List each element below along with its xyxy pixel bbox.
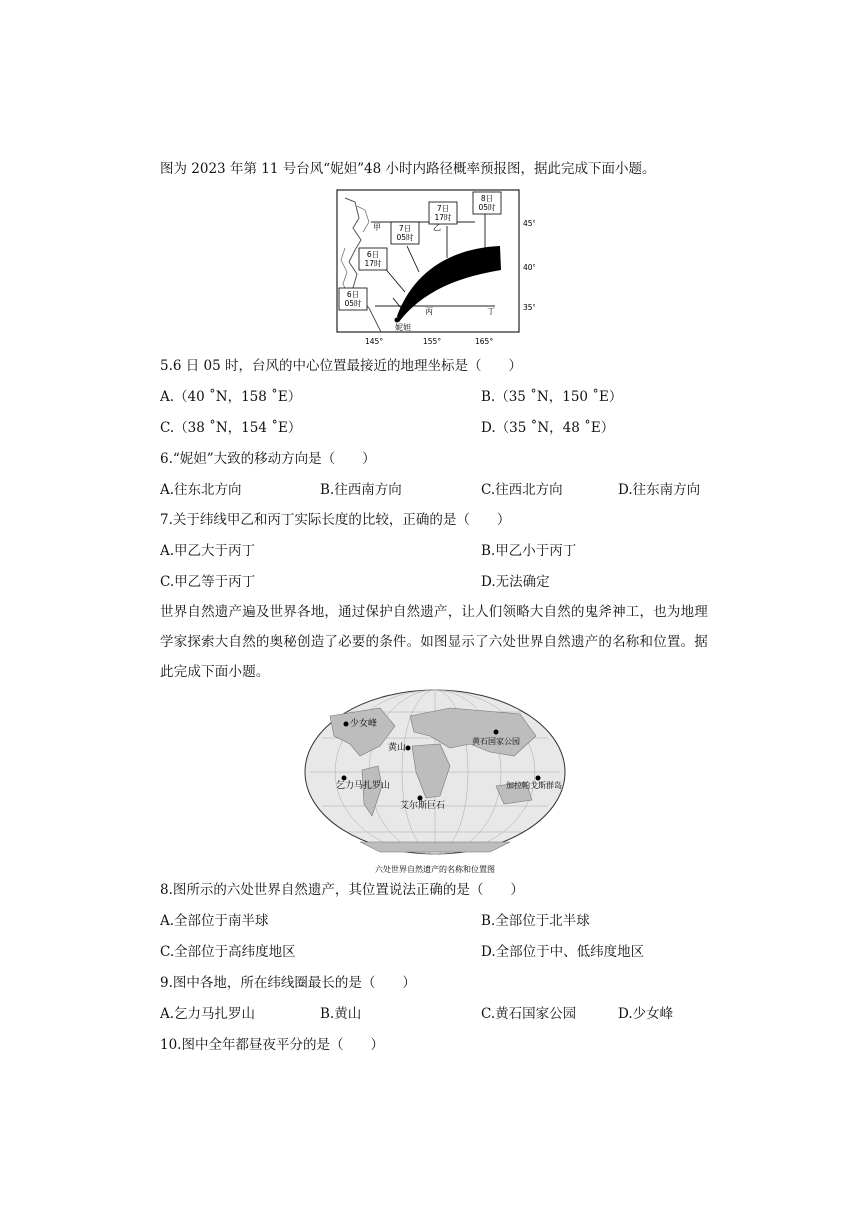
svg-text:7日: 7日 — [398, 224, 412, 233]
world-map-caption: 六处世界自然遗产的名称和位置图 — [375, 865, 495, 874]
lon-label-145: 145° — [365, 337, 384, 346]
svg-text:7日: 7日 — [436, 204, 450, 213]
q5-option-d[interactable]: D.（35 ˚N，48 ˚E） — [481, 420, 615, 436]
q6-option-c[interactable]: C.往西北方向 — [481, 482, 563, 498]
svg-text:8日: 8日 — [480, 194, 494, 203]
point-yi: 乙 — [433, 223, 441, 232]
q8-option-c[interactable]: C.全部位于高纬度地区 — [160, 944, 296, 960]
q8-stem: 8.图所示的六处世界自然遗产，其位置说法正确的是（ ） — [160, 882, 524, 898]
q8-option-a[interactable]: A.全部位于南半球 — [160, 913, 269, 929]
q5-option-b[interactable]: B.（35 ˚N，150 ˚E） — [481, 389, 623, 405]
svg-text:05时: 05时 — [344, 299, 362, 308]
q6-option-b[interactable]: B.往西南方向 — [320, 482, 402, 498]
q5-option-a[interactable]: A.（40 ˚N，158 ˚E） — [160, 389, 302, 405]
q7-option-b[interactable]: B.甲乙小于丙丁 — [481, 543, 577, 559]
time-box-8-05 — [473, 192, 501, 214]
lat-label-40: 40° — [523, 263, 535, 272]
typhoon-name-label: 妮妲 — [395, 323, 411, 332]
time-box-6-17 — [359, 248, 387, 270]
q9-option-b[interactable]: B.黄山 — [320, 1006, 362, 1022]
q8-option-d[interactable]: D.全部位于中、低纬度地区 — [481, 944, 645, 960]
point-bing: 丙 — [425, 307, 433, 316]
q9-option-c[interactable]: C.黄石国家公园 — [481, 1006, 577, 1022]
q9-option-d[interactable]: D.少女峰 — [618, 1006, 674, 1022]
q10-stem: 10.图中全年都昼夜平分的是（ ） — [160, 1037, 384, 1053]
time-box-6-05 — [339, 288, 367, 310]
q7-stem: 7.关于纬线甲乙和丙丁实际长度的比较，正确的是（ ） — [160, 512, 511, 528]
lon-label-155: 155° — [423, 337, 442, 346]
q7-option-d[interactable]: D.无法确定 — [481, 574, 550, 590]
q7-option-c[interactable]: C.甲乙等于丙丁 — [160, 574, 256, 590]
typhoon-center-marker — [395, 318, 400, 323]
q8-option-b[interactable]: B.全部位于北半球 — [481, 913, 590, 929]
q6-option-d[interactable]: D.往东南方向 — [618, 482, 701, 498]
site-label-kilimanjaro: 乞力马扎罗山 — [336, 781, 391, 791]
time-box-7-05 — [391, 222, 419, 244]
q7-option-a[interactable]: A.甲乙大于丙丁 — [160, 543, 256, 559]
intro-typhoon: 图为 2023 年第 11 号台风“妮妲”48 小时内路径概率预报图，据此完成下面小题。 — [160, 161, 656, 177]
lat-label-35: 35° — [523, 303, 535, 312]
site-label-huangshan: 黄山 — [388, 743, 407, 753]
q9-stem: 9.图中各地，所在纬线圈最长的是（ ） — [160, 975, 416, 991]
q5-stem: 5.6 日 05 时，台风的中心位置最接近的地理坐标是（ ） — [160, 358, 523, 374]
lon-label-165: 165° — [475, 337, 494, 346]
q6-stem: 6.“妮妲”大致的移动方向是（ ） — [160, 451, 376, 467]
q5-option-c[interactable]: C.（38 ˚N，154 ˚E） — [160, 420, 302, 436]
svg-text:17时: 17时 — [364, 259, 382, 268]
point-ding: 丁 — [487, 307, 495, 316]
time-box-7-17 — [429, 202, 457, 224]
svg-text:05时: 05时 — [478, 203, 496, 212]
q9-option-a[interactable]: A.乞力马扎罗山 — [160, 1006, 256, 1022]
intro-heritage: 世界自然遗产遍及世界各地，通过保护自然遗产，让人们领略大自然的鬼斧神工，也为地理学家探索大自然的奥秘创造了必要的条件。如图显示了六处世界自然遗产的名称和位置。据此完成下面小题。 — [160, 604, 708, 680]
lat-label-45: 45° — [523, 219, 535, 228]
q6-option-a[interactable]: A.往东北方向 — [160, 482, 242, 498]
site-label-galapagos: 加拉帕戈斯群岛 — [506, 781, 562, 790]
point-jia: 甲 — [373, 223, 381, 232]
svg-text:17时: 17时 — [434, 213, 452, 222]
typhoon-forecast-map — [335, 188, 535, 348]
world-heritage-map — [300, 686, 570, 876]
site-label-yellowstone: 黄石国家公园 — [472, 737, 520, 746]
site-label-jungfrau: 少女峰 — [350, 719, 378, 729]
svg-text:05时: 05时 — [396, 233, 414, 242]
svg-text:6日: 6日 — [346, 290, 360, 299]
site-label-uluru: 艾尔斯巨石 — [400, 801, 446, 811]
svg-text:6日: 6日 — [366, 250, 380, 259]
